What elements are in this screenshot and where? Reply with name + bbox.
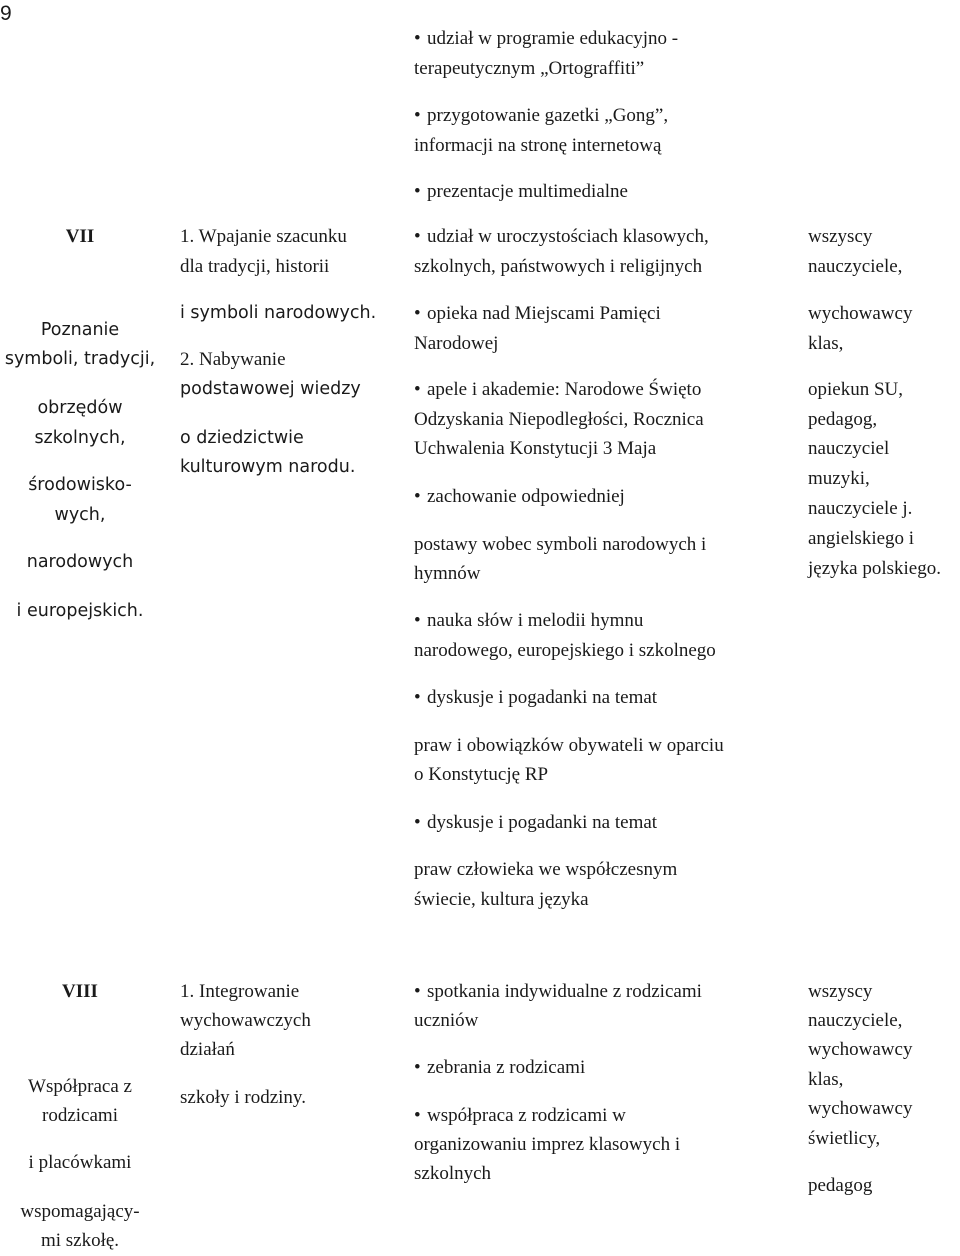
area-line: szkolnych, (34, 428, 126, 448)
goal-line: dla tradycji, historii (180, 256, 330, 277)
list-item: • dyskusje i pogadanki na temat (414, 683, 657, 713)
list-item-continuation: praw i obowiązków obywateli w oparciu (414, 735, 724, 756)
responsible-line: opiekun SU, (808, 379, 903, 400)
responsible-line: nauczyciele, (808, 256, 903, 277)
list-item: • spotkania indywidualne z rodzicami (414, 977, 702, 1007)
list-item: • nauka słów i melodii hymnu (414, 606, 643, 636)
list-item: • apele i akademie: Narodowe Święto (414, 375, 701, 405)
goal-line: działań (180, 1039, 235, 1060)
list-item-continuation: uczniów (414, 1010, 479, 1031)
area-line: Współpraca z (28, 1076, 132, 1097)
responsible-line: nauczyciele, (808, 1010, 903, 1031)
list-item: • opieka nad Miejscami Pamięci (414, 299, 661, 329)
responsible-line: wszyscy (808, 981, 873, 1002)
responsible-line: pedagog, (808, 409, 878, 430)
list-item-continuation: postawy wobec symboli narodowych i (414, 534, 707, 555)
responsible-line: wychowawcy (808, 1039, 913, 1060)
list-item: • udział w programie edukacyjno - (414, 24, 678, 54)
area-line: środowisko- (28, 475, 132, 495)
goal-line: 1. Integrowanie (180, 981, 300, 1002)
list-item: • udział w uroczystościach klasowych, (414, 222, 709, 252)
area-line: narodowych (26, 552, 134, 572)
section-number: VIII (62, 981, 98, 1002)
goal-line: o dziedzictwie (180, 428, 304, 448)
list-item: • zachowanie odpowiedniej (414, 482, 625, 512)
list-item: • współpraca z rodzicami w (414, 1101, 626, 1131)
list-item: • przygotowanie gazetki „Gong”, (414, 101, 668, 131)
list-item-continuation: świecie, kultura języka (414, 889, 589, 910)
area-line: i placówkami (28, 1152, 132, 1173)
responsible-line: klas, (808, 1069, 844, 1090)
list-item-continuation: szkolnych, państwowych i religijnych (414, 256, 703, 277)
responsible-line: muzyki, (808, 468, 870, 489)
goal-line: wychowawczych (180, 1010, 311, 1031)
list-item-continuation: narodowego, europejskiego i szkolnego (414, 640, 716, 661)
list-item-continuation: Odzyskania Niepodległości, Rocznica (414, 409, 704, 430)
list-item-continuation: praw człowieka we współczesnym (414, 859, 678, 880)
area-line: symboli, tradycji, (4, 349, 156, 369)
area-line: obrzędów (37, 398, 123, 418)
list-item-continuation: Uchwalenia Konstytucji 3 Maja (414, 438, 657, 459)
list-item-continuation: hymnów (414, 563, 481, 584)
area-line: wspomagający- (20, 1201, 140, 1222)
list-item: • zebrania z rodzicami (414, 1053, 585, 1083)
goal-line: kulturowym narodu. (180, 457, 356, 477)
goal-line: 2. Nabywanie (180, 349, 286, 370)
area-line: Poznanie (40, 320, 120, 340)
responsible-line: nauczyciel (808, 438, 890, 459)
list-item-continuation: informacji na stronę internetową (414, 135, 662, 156)
responsible-line: wychowawcy (808, 303, 913, 324)
area-line: rodzicami (42, 1105, 118, 1126)
list-item-continuation: szkolnych (414, 1163, 492, 1184)
responsible-line: wszyscy (808, 226, 873, 247)
list-item-continuation: organizowaniu imprez klasowych i (414, 1134, 681, 1155)
goal-line: i symboli narodowych. (180, 303, 377, 323)
responsible-line: angielskiego i (808, 528, 915, 549)
goal-line: 1. Wpajanie szacunku (180, 226, 347, 247)
goal-line: podstawowej wiedzy (180, 379, 361, 399)
responsible-line: języka polskiego. (808, 558, 941, 579)
list-item-continuation: Narodowej (414, 333, 499, 354)
responsible-line: wychowawcy (808, 1098, 913, 1119)
section-number: VII (65, 226, 95, 247)
list-item: • dyskusje i pogadanki na temat (414, 808, 657, 838)
area-line: mi szkołę. (40, 1230, 120, 1251)
responsible-line: pedagog (808, 1175, 873, 1196)
page-number: 9 (0, 2, 12, 25)
responsible-line: świetlicy, (808, 1128, 881, 1149)
area-line: wych, (54, 505, 106, 525)
list-item-continuation: o Konstytucję RP (414, 764, 549, 785)
list-item-continuation: terapeutycznym „Ortograffiti” (414, 58, 645, 79)
list-item: • prezentacje multimedialne (414, 177, 628, 207)
responsible-line: nauczyciele j. (808, 498, 913, 519)
goal-line: szkoły i rodziny. (180, 1087, 306, 1108)
responsible-line: klas, (808, 333, 844, 354)
area-line: i europejskich. (16, 601, 144, 621)
